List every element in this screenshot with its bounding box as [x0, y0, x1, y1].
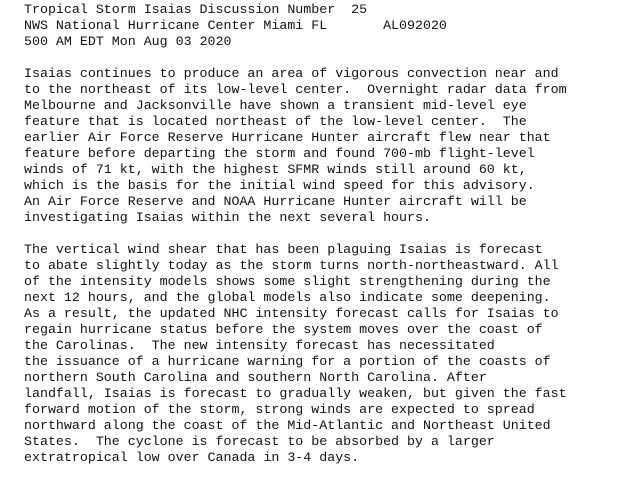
header-office-line: NWS National Hurricane Center Miami FL AL092020: [24, 18, 447, 33]
paragraph-line: earlier Air Force Reserve Hurricane Hunter aircraft flew near that: [24, 130, 551, 145]
paragraph-line: which is the basis for the initial wind speed for this advisory.: [24, 178, 535, 193]
paragraph-line: regain hurricane status before the system moves over the coast of: [24, 322, 543, 337]
paragraph-line: to abate slightly today as the storm turns north-northeastward. All: [24, 258, 559, 273]
header-title-line: Tropical Storm Isaias Discussion Number 25: [24, 2, 368, 17]
paragraph-line: extratropical low over Canada in 3-4 days.: [24, 450, 360, 465]
spacer: [24, 50, 624, 66]
paragraph-line: to the northeast of its low-level center. Overnight radar data from: [24, 82, 567, 97]
document-header: [24, 2, 624, 50]
paragraph-line: northward along the coast of the Mid-Atlantic and Northeast United: [24, 418, 551, 433]
paragraph-line: the Carolinas. The new intensity forecast has necessitated: [24, 338, 495, 353]
paragraph-line: northern South Carolina and southern North Carolina. After: [24, 370, 487, 385]
paragraph-line: feature that is located northeast of the low-level center. The: [24, 114, 527, 129]
paragraph-line: of the intensity models shows some slight strengthening during the: [24, 274, 551, 289]
paragraph-line: As a result, the updated NHC intensity forecast calls for Isaias to: [24, 306, 559, 321]
paragraph-line: landfall, Isaias is forecast to gradually weaken, but given the fast: [24, 386, 567, 401]
paragraph-line: An Air Force Reserve and NOAA Hurricane Hunter aircraft will be: [24, 194, 527, 209]
discussion-document: [24, 2, 624, 466]
paragraph-line: investigating Isaias within the next several hours.: [24, 210, 431, 225]
paragraph-line: the issuance of a hurricane warning for a portion of the coasts of: [24, 354, 551, 369]
paragraph-line: Isaias continues to produce an area of vigorous convection near and: [24, 66, 559, 81]
spacer: [24, 226, 624, 242]
paragraph-line: feature before departing the storm and found 700-mb flight-level: [24, 146, 535, 161]
paragraph-line: winds of 71 kt, with the highest SFMR winds still around 60 kt,: [24, 162, 527, 177]
paragraph-2: [24, 242, 624, 466]
paragraph-line: forward motion of the storm, strong winds are expected to spread: [24, 402, 535, 417]
paragraph-line: next 12 hours, and the global models also indicate some deepening.: [24, 290, 551, 305]
paragraph-line: The vertical wind shear that has been plaguing Isaias is forecast: [24, 242, 543, 257]
header-date-line: 500 AM EDT Mon Aug 03 2020: [24, 34, 232, 49]
paragraph-1: [24, 66, 624, 226]
paragraph-line: Melbourne and Jacksonville have shown a transient mid-level eye: [24, 98, 527, 113]
paragraph-line: States. The cyclone is forecast to be absorbed by a larger: [24, 434, 495, 449]
